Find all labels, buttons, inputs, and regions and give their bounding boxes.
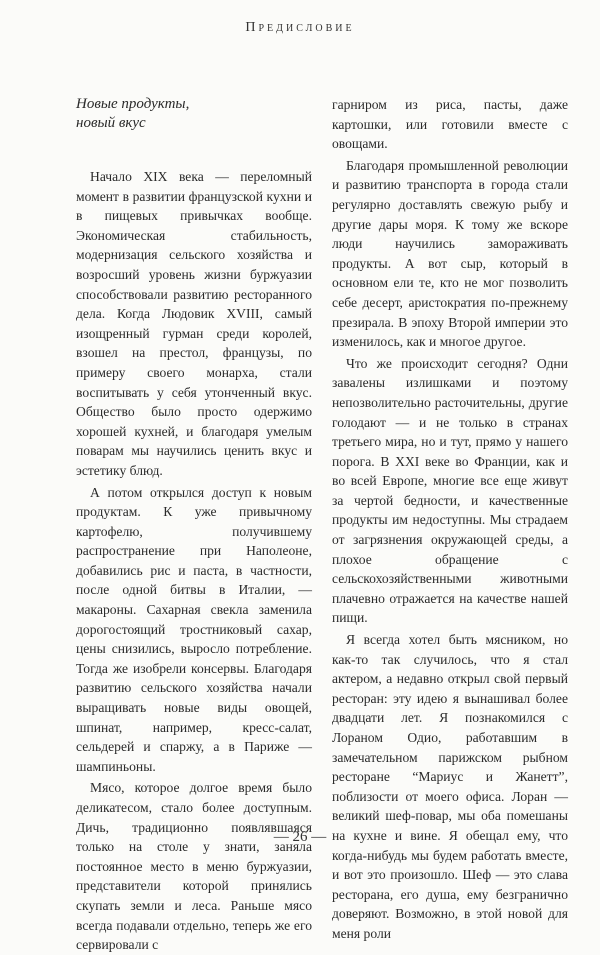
paragraph: Я всегда хотел быть мясником, но как-то так случилось, что я стал актером, а недавно открыл свой первый ресторан: эту идею я вынашивал более двадцати лет. Я познакомился с Лораном Одио, работавшим в замечательном парижском рыбном ресторане “Мариус и Жанетт”, поблизости от моего офиса. Лоран — великий шеф-повар, мы оба помешаны на кухне и вине. Я обещал ему, что когда-нибудь мы будем работать вместе, и вот это произошло. Шеф — это слава ресторана, его душа, ему безгранично доверяют. Возможно, в этой новой для меня роли [332,632,568,941]
paragraph-continued: гарниром из риса, пасты, даже картошки, или готовили вместе с овощами. [332,97,568,152]
left-column [76,95,312,955]
running-head: Предисловие [245,20,355,35]
paragraph: Что же происходит сегодня? Одни завалены излишками и поэтому непозволительно расточительны, другие голодают — и не только в странах третьего мира, но и тут, прямо у нашего порога. В XXI веке во Франции, как и во всей Европе, многие все еще живут за чертой бедности, и качественные продукты им недоступны. Мы страдаем от загрязнения окружающей среды, а плохое обращение с сельскохозяйственными животными плачевно отражается на качестве нашей пищи. [332,355,568,626]
paragraph: А потом открылся доступ к новым продуктам. К уже привычному картофелю, получившему распространение при Наполеоне, добавились рис и паста, в частности, после одной битвы в Италии, — макароны. Сахарная свекла заменила дорогостоящий тростниковый сахар, цены снизились, выросло потребление. Тогда же изобрели консервы. Благодаря развитию сельского хозяйства начали выращивать новые виды овощей, шпинат, например, кресс-салат, сельдерей и спаржу, а в Париже — шампиньоны. [76,484,312,774]
paragraph: Начало XIX века — переломный момент в развитии французской кухни и в пищевых привычках вообще. Экономическая стабильность, модернизация сельского хозяйства и возросший уровень жизни буржуазии способствовали развитию ресторанного дела. Когда Людовик XVIII, самый изощренный гурман среди королей, взошел на престол, французы, по примеру своего монарха, стали воспитывать у себя утонченный вкус. Общество было просто одержимо хорошей кухней, и благодаря умелым поварам мы научились ценить вкус и эстетику блюд. [76,169,312,478]
paragraph: Мясо, которое долгое время было деликатесом, стало более доступным. Дичь, традиционно появлявшаяся только на столе у знати, заняла постоянное место в меню буржуазии, представители которой принялись скупать земли и леса. Раньше мясо всегда подавали отдельно, теперь же его сервировали с [76,780,312,953]
right-column [332,95,568,944]
section-title-line-2: новый вкус [76,115,146,131]
section-title-line-1: Новые продукты, [76,96,190,112]
paragraph: Благодаря промышленной революции и развитию транспорта в города стали регулярно доставлять свежую рыбу и другие дары моря. К тому же вскоре люди научились замораживать продукты. А вот сыр, который в основном ели те, кто не мог позволить себе десерт, аристократия по-прежнему презирала. В эпоху Второй империи это изменилось, как и многое другое. [332,157,568,350]
page-number: — 26 — [273,829,327,845]
section-title [76,95,312,133]
